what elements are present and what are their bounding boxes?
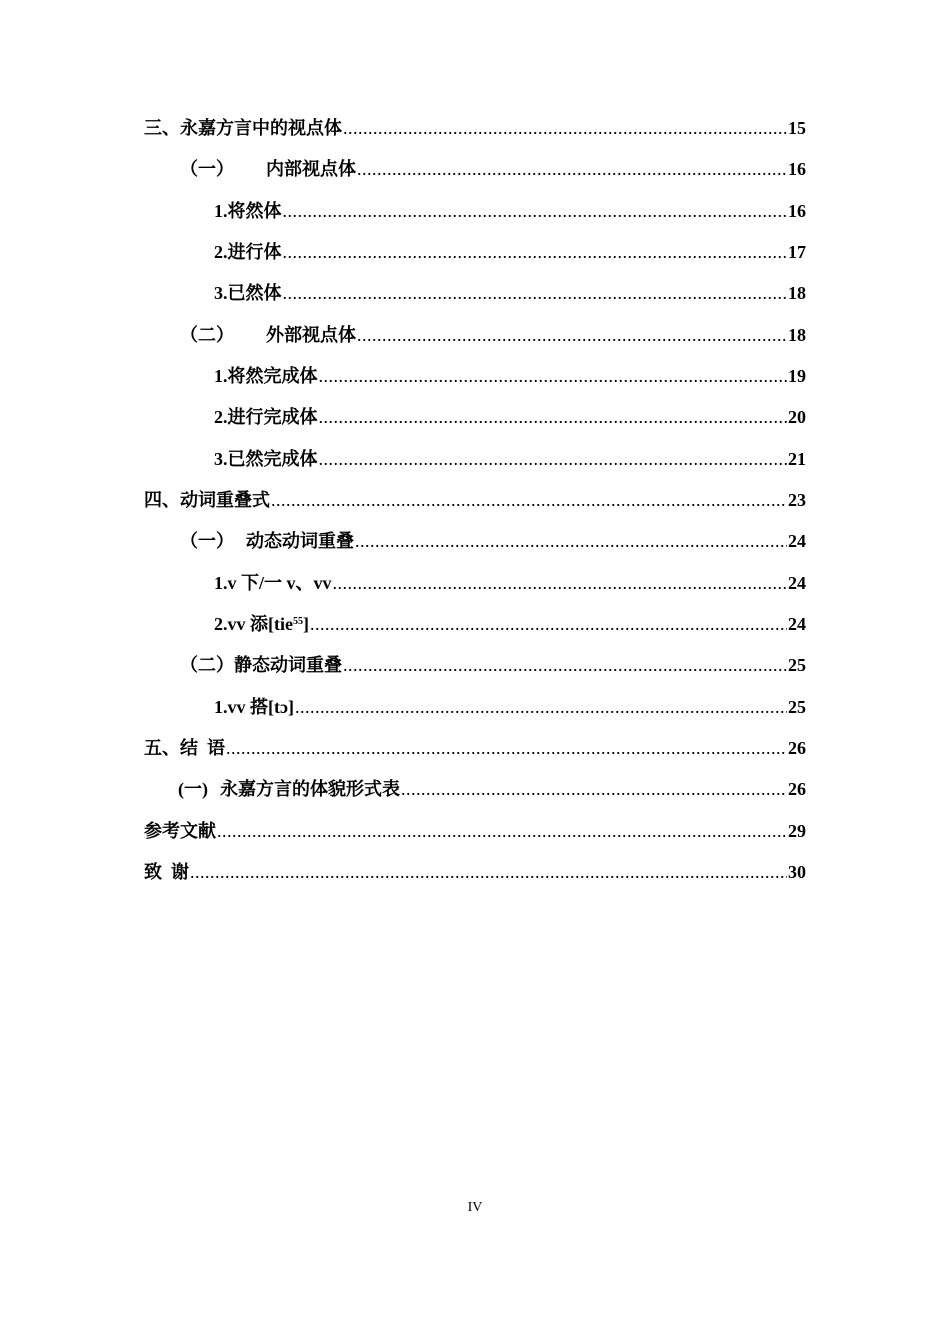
toc-entry-label <box>180 315 356 356</box>
toc-entry-title: 2.vv 添[tie <box>214 613 293 634</box>
toc-entry-page: 24 <box>788 531 806 552</box>
toc-entry-page: 18 <box>788 283 806 304</box>
dot-leader <box>357 315 787 356</box>
toc-entry-title: 1.vv 搭[tɔ] <box>214 696 294 717</box>
dot-leader <box>310 604 787 645</box>
toc-entry-subsection[interactable] <box>144 604 806 645</box>
toc-entry-label <box>180 521 354 562</box>
dot-leader <box>295 687 787 728</box>
toc-entry-title: 永嘉方言的体貌形式表 <box>220 779 400 800</box>
dot-leader <box>190 852 787 893</box>
toc-entry-page: 18 <box>788 324 806 345</box>
toc-entry-label <box>180 149 356 190</box>
toc-entry-title: 动态动词重叠 <box>246 531 354 552</box>
toc-entry-subsection[interactable] <box>144 273 806 314</box>
dot-leader <box>226 728 787 769</box>
toc-entry-subsection[interactable] <box>144 232 806 273</box>
toc-entry-chapter-3[interactable] <box>144 108 806 149</box>
toc-entry-title: 2.进行体 <box>214 241 282 262</box>
toc-entry-section-3-2[interactable] <box>144 315 806 356</box>
dot-leader <box>343 108 787 149</box>
toc-entry-prefix: 五、 <box>144 737 180 758</box>
toc-entry-subsection[interactable] <box>144 563 806 604</box>
toc-entry-subsection[interactable] <box>144 191 806 232</box>
toc-entry-title: 静态动词重叠 <box>234 655 342 676</box>
toc-entry-title: 外部视点体 <box>266 324 356 345</box>
page-number: IV <box>467 1200 483 1215</box>
toc-entry-prefix: （二） <box>180 324 234 345</box>
toc-entry-label <box>144 480 270 521</box>
toc-entry-prefix: 三、 <box>144 118 180 138</box>
toc-entry-acknowledgements[interactable] <box>144 852 806 893</box>
toc-entry-title: 1.将然体 <box>214 200 282 221</box>
toc-entry-page: 26 <box>788 779 806 800</box>
toc-entry-section-4-1[interactable] <box>144 521 806 562</box>
toc-entry-title: 3.已然完成体 <box>214 448 318 469</box>
toc-entry-page: 16 <box>788 159 806 180</box>
toc-entry-chapter-4[interactable] <box>144 480 806 521</box>
toc-entry-page: 26 <box>788 737 806 758</box>
toc-entry-section-5-1[interactable] <box>144 769 806 810</box>
toc-entry-title: 内部视点体 <box>266 159 356 180</box>
toc-entry-label <box>144 108 342 149</box>
toc-entry-section-3-1[interactable] <box>144 149 806 190</box>
toc-entry-title: 3.已然体 <box>214 283 282 304</box>
toc-entry-page: 19 <box>788 365 806 386</box>
toc-entry-label <box>178 769 400 810</box>
toc-entry-prefix: （二） <box>180 655 234 676</box>
toc-entry-page: 23 <box>788 489 806 510</box>
dot-leader <box>283 232 788 273</box>
dot-leader <box>401 769 787 810</box>
toc-entry-prefix: 四、 <box>144 489 180 510</box>
dot-leader <box>283 191 788 232</box>
toc-entry-page: 17 <box>788 241 806 262</box>
toc-entry-title: 1.将然完成体 <box>214 365 318 386</box>
toc-entry-page: 25 <box>788 655 806 676</box>
dot-leader <box>333 563 787 604</box>
toc-entry-title: 永嘉方言中的视点体 <box>180 118 342 138</box>
superscript-tone: 55 <box>292 615 303 627</box>
toc-entry-title: 参考文献 <box>144 820 216 841</box>
dot-leader <box>343 645 787 686</box>
dot-leader <box>357 149 787 190</box>
toc-entry-subsection[interactable] <box>144 397 806 438</box>
toc-entry-prefix: （一） <box>180 159 234 180</box>
dot-leader <box>355 521 787 562</box>
toc-entry-label <box>214 604 309 645</box>
toc-entry-chapter-5[interactable] <box>144 728 806 769</box>
toc-entry-label <box>144 728 225 769</box>
dot-leader <box>271 480 787 521</box>
toc-entry-prefix: (一) <box>178 779 208 800</box>
toc-entry-title: 结 语 <box>180 737 225 758</box>
dot-leader <box>319 397 788 438</box>
toc-entry-title: 动词重叠式 <box>180 489 270 510</box>
toc-entry-section-4-2[interactable] <box>144 645 806 686</box>
toc-entry-title-end: ] <box>302 613 309 634</box>
toc-entry-title: 致 谢 <box>144 861 189 882</box>
toc-entry-label <box>180 645 342 686</box>
dot-leader <box>283 273 788 314</box>
toc-entry-page: 25 <box>788 696 806 717</box>
toc-entry-title: 2.进行完成体 <box>214 407 318 428</box>
toc-entry-page: 15 <box>788 118 806 138</box>
toc-entry-title: 1.v 下/一 v、vv <box>214 572 332 593</box>
dot-leader <box>217 811 787 852</box>
toc-entry-page: 30 <box>788 861 806 882</box>
dot-leader <box>319 439 788 480</box>
toc-entry-page: 29 <box>788 820 806 841</box>
table-of-contents <box>144 108 806 893</box>
dot-leader <box>319 356 788 397</box>
toc-entry-page: 24 <box>788 613 806 634</box>
toc-entry-subsection[interactable] <box>144 356 806 397</box>
toc-entry-page: 24 <box>788 572 806 593</box>
toc-entry-references[interactable] <box>144 811 806 852</box>
toc-entry-page: 16 <box>788 200 806 221</box>
toc-entry-page: 21 <box>788 448 806 469</box>
toc-entry-subsection[interactable] <box>144 439 806 480</box>
toc-entry-prefix: （一） <box>180 531 234 552</box>
toc-entry-page: 20 <box>788 407 806 428</box>
toc-entry-subsection[interactable] <box>144 687 806 728</box>
